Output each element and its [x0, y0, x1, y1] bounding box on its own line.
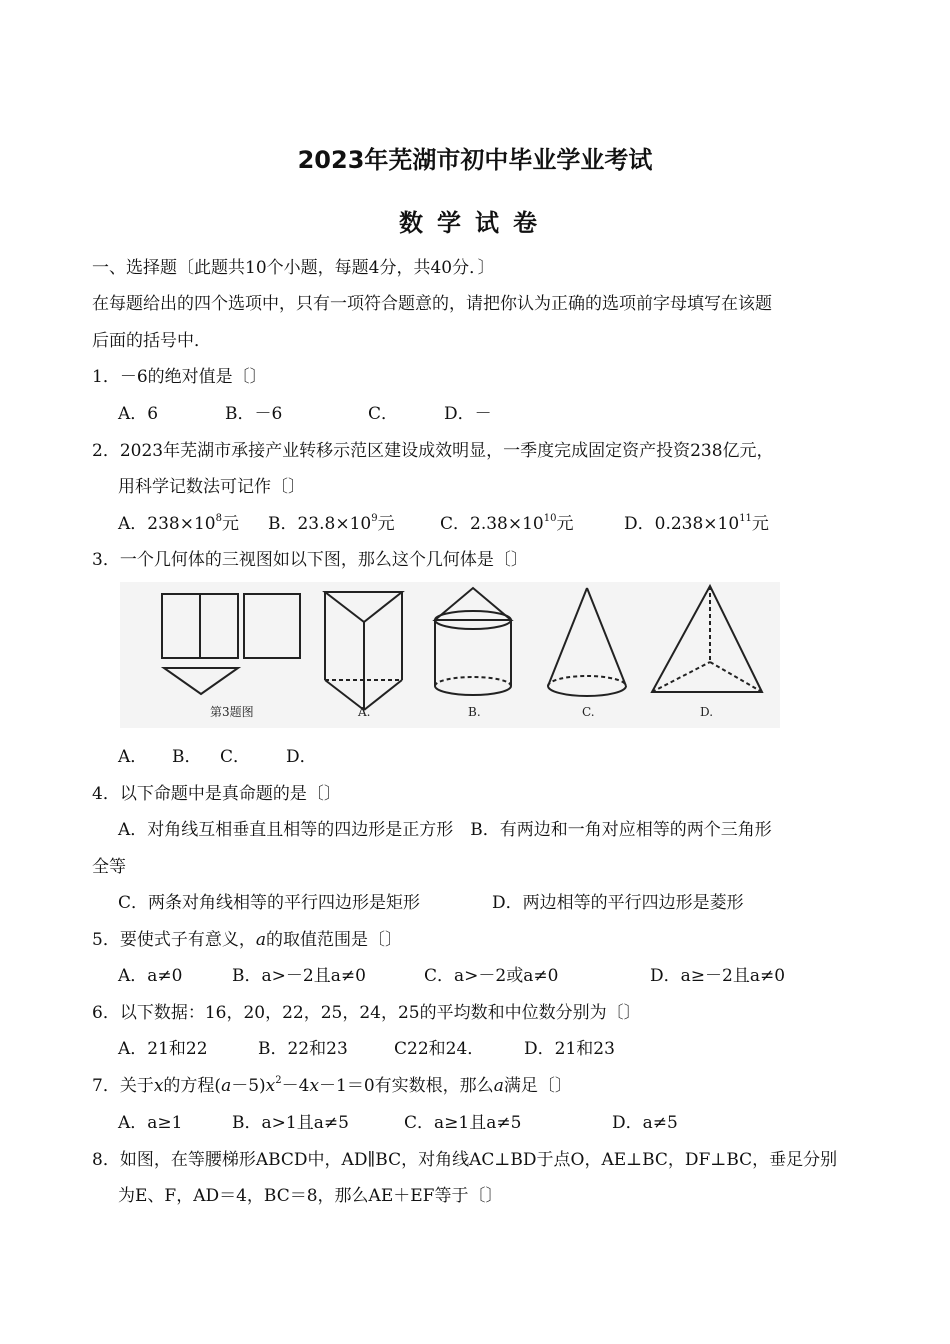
q6-option-b: B．22和23: [258, 1039, 348, 1059]
q2-option-d: D．$0.238\times 10^{11}$元: [624, 513, 769, 534]
q5-option-d: D．a≥－2且a≠0: [650, 966, 786, 986]
q4-option-c: C．两条对角线相等的平行四边形是矩形: [118, 893, 421, 913]
q1-option-b: B．－6: [225, 404, 283, 424]
q7-option-d: D．a≠5: [612, 1113, 678, 1133]
q4-line-2: 全等: [92, 857, 126, 877]
shape-c-cone: [548, 588, 587, 686]
q3-option-b: B．: [172, 747, 202, 767]
q4-line-1: A．对角线互相垂直且相等的四边形是正方形 B．有两边和一角对应相等的两个三角形: [118, 820, 772, 840]
figure-label-c: C.: [582, 705, 595, 719]
q7-option-a: A．a≥1: [118, 1113, 183, 1133]
q3-option-a: A．: [118, 747, 148, 767]
q2-option-c: C．$2.38\times 10^{10}$元: [440, 513, 574, 534]
figure-label-a: A.: [358, 705, 371, 719]
q6-option-c: C22和24．: [394, 1039, 485, 1059]
shape-d-pyramid: [652, 586, 762, 692]
q1-option-d: D．－: [444, 404, 492, 424]
q1-stem: 1．－6的绝对值是〔〕: [92, 367, 267, 387]
shape-a-top: [325, 592, 402, 622]
shape-b-cone: [435, 588, 511, 620]
q7-option-b: B．a>1且a≠5: [232, 1113, 349, 1133]
q8-stem-1: 8．如图，在等腰梯形ABCD中，AD∥BC，对角线AC⊥BD于点O，AE⊥BC，DF⊥BC，垂足分别: [92, 1150, 838, 1170]
q5-option-c: C．a>－2或a≠0: [424, 966, 559, 986]
q1-option-c: C．: [368, 404, 399, 424]
exam-title: 2023年芜湖市初中毕业学业考试: [297, 146, 653, 174]
side-view-rect: [244, 594, 300, 658]
q7-option-c: C．a≥1且a≠5: [404, 1113, 522, 1133]
figure-caption: 第3题图: [210, 705, 254, 719]
top-view-triangle: [164, 668, 238, 694]
exam-subtitle: 数学试卷: [399, 209, 551, 237]
q2-option-b: B．$23.8\times 10^9$元: [268, 513, 395, 534]
section-heading: 一、选择题〔此题共10个小题，每题4分，共40分．〕: [92, 258, 495, 278]
q5-option-a: A．a≠0: [118, 966, 183, 986]
section-instructions-2: 后面的括号中．: [92, 331, 211, 351]
q8-stem-2: 为E、F，AD＝4，BC＝8，那么AE＋EF等于〔〕: [118, 1186, 503, 1206]
q4-option-d: D．两边相等的平行四边形是菱形: [492, 893, 744, 913]
q3-figure: [120, 582, 780, 728]
q3-option-c: C．: [220, 747, 251, 767]
q7-stem: 7．关于x的方程$(a-5)x^2-4x-1=0$有实数根，那么a满足〔〕: [92, 1075, 572, 1096]
q6-stem: 6．以下数据：16，20，22，25，24，25的平均数和中位数分别为〔〕: [92, 1003, 641, 1023]
figure-label-b: B.: [468, 705, 481, 719]
q6-option-a: A．21和22: [118, 1039, 208, 1059]
q5-option-b: B．a>－2且a≠0: [232, 966, 366, 986]
q1-option-a: A．6: [118, 404, 159, 424]
q3-option-d: D．: [286, 747, 317, 767]
q6-option-d: D．21和23: [524, 1039, 615, 1059]
figure-label-d: D.: [700, 705, 714, 719]
section-instructions-1: 在每题给出的四个选项中，只有一项符合题意的，请把你认为正确的选项前字母填写在该题: [92, 294, 772, 314]
q3-stem: 3．一个几何体的三视图如以下图，那么这个几何体是〔〕: [92, 550, 528, 570]
q4-stem: 4．以下命题中是真命题的是〔〕: [92, 784, 341, 804]
q2-stem-1: 2．2023年芜湖市承接产业转移示范区建设成效明显，一季度完成固定资产投资238亿元，: [92, 441, 774, 461]
q5-stem: 5．要使式子有意义，a的取值范围是〔〕: [92, 930, 402, 950]
q2-stem-2: 用科学记数法可记作〔〕: [118, 477, 305, 497]
q2-option-a: A．$238\times 10^8$元: [118, 513, 239, 534]
